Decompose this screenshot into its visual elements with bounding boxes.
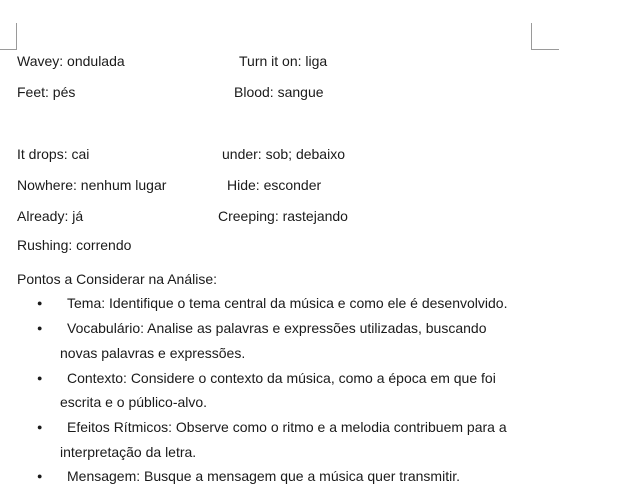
bullet-icon: ● — [37, 323, 43, 333]
vocab-under: under: sob; debaixo — [222, 146, 345, 162]
analysis-item-efeitos: Efeitos Rítmicos: Observe como o ritmo e a melodia contribuem para a — [67, 419, 507, 435]
vocab-blood: Blood: sangue — [234, 84, 324, 100]
vocab-turn-it-on: Turn it on: liga — [239, 53, 328, 69]
vocab-nowhere: Nowhere: nenhum lugar — [17, 177, 167, 193]
vocab-rushing: Rushing: correndo — [17, 237, 132, 253]
vocab-wavey: Wavey: ondulada — [17, 53, 125, 69]
vocab-already: Already: já — [17, 208, 84, 224]
crop-mark-right-horizontal — [531, 49, 559, 50]
analysis-item-mensagem: Mensagem: Busque a mensagem que a música quer transmitir. — [67, 468, 460, 484]
analysis-item-contexto: Contexto: Considere o contexto da música, como a época em que foi — [67, 370, 496, 386]
analysis-heading: Pontos a Considerar na Análise: — [17, 271, 218, 287]
bullet-icon: ● — [37, 298, 43, 308]
vocab-creeping: Creeping: rastejando — [218, 208, 348, 224]
bullet-icon: ● — [37, 471, 43, 481]
crop-mark-left-vertical — [16, 23, 17, 50]
analysis-item-tema: Tema: Identifique o tema central da música e como ele é desenvolvido. — [67, 295, 508, 311]
analysis-item-vocabulario-cont: novas palavras e expressões. — [60, 345, 246, 361]
analysis-item-vocabulario: Vocabulário: Analise as palavras e expressões utilizadas, buscando — [67, 320, 487, 336]
analysis-item-contexto-cont: escrita e o público-alvo. — [60, 394, 208, 410]
bullet-icon: ● — [37, 373, 43, 383]
crop-mark-left-horizontal — [0, 49, 17, 50]
crop-mark-right-vertical — [531, 23, 532, 50]
vocab-feet: Feet: pés — [17, 84, 76, 100]
analysis-item-efeitos-cont: interpretação da letra. — [60, 444, 197, 460]
vocab-hide: Hide: esconder — [227, 177, 322, 193]
bullet-icon: ● — [37, 422, 43, 432]
vocab-it-drops: It drops: cai — [17, 146, 90, 162]
